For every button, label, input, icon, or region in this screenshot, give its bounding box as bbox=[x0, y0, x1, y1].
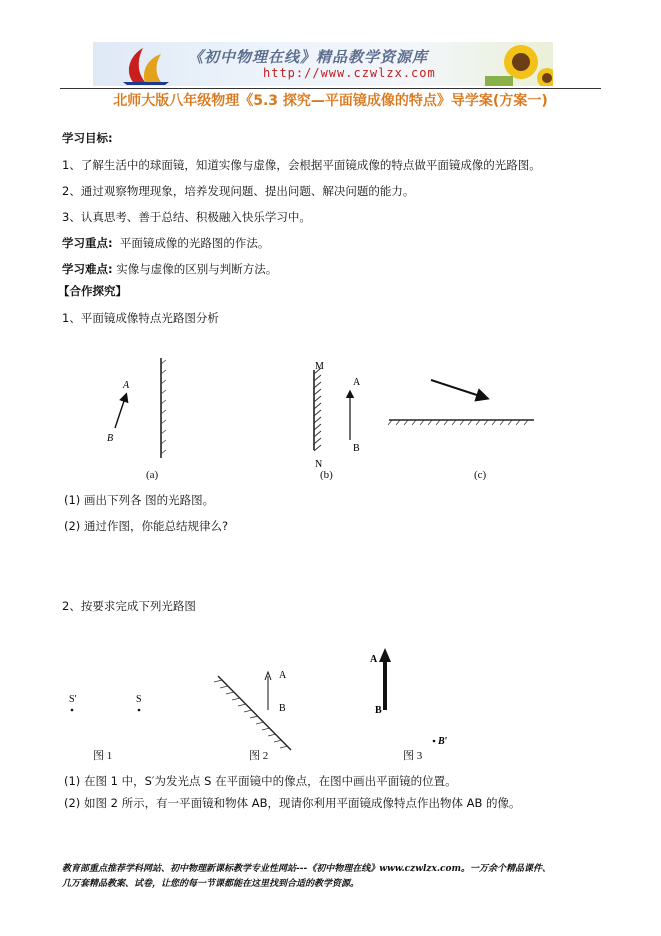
label-b-fig-2: B bbox=[279, 703, 286, 714]
difficulty-text: 实像与虚像的区别与判断方法。 bbox=[116, 262, 278, 276]
label-a-fig-2: A bbox=[279, 670, 287, 681]
header-banner bbox=[93, 42, 553, 86]
object-arrow-a bbox=[115, 395, 126, 428]
point-s bbox=[138, 709, 141, 712]
label-m: M bbox=[315, 361, 324, 372]
header-divider bbox=[60, 88, 601, 89]
caption-fig-1: 图 1 bbox=[93, 750, 113, 762]
point-s-prime bbox=[71, 709, 74, 712]
objective-item-2: 2、通过观察物理现象，培养发现问题、提出问题、解决问题的能力。 bbox=[62, 184, 415, 198]
caption-fig-3: 图 3 bbox=[403, 750, 423, 762]
objectives-heading: 学习目标: bbox=[62, 131, 113, 145]
figure-a bbox=[107, 358, 166, 458]
object-arrow-fig-3 bbox=[383, 660, 387, 710]
section1-question-2: (2) 通过作图，你能总结规律么? bbox=[64, 519, 229, 533]
footer-line-1: 教育部重点推荐学科网站、初中物理新课标教学专业性网站---《初中物理在线》www.czwlzx.com。一万余个精品课件、 bbox=[62, 864, 552, 874]
label-a-fig-3: A bbox=[370, 654, 378, 665]
key-point bbox=[62, 235, 269, 251]
objective-item-1: 1、了解生活中的球面镜，知道实像与虚像，会根据平面镜成像的特点做平面镜成像的光路图。 bbox=[62, 158, 541, 172]
document-title: 北师大版八年级物理《5.3 探究—平面镜成像的特点》导学案(方案一) bbox=[113, 93, 548, 109]
label-n: N bbox=[315, 459, 323, 470]
banner-url[interactable]: http://www.czwlzx.com bbox=[263, 66, 436, 80]
section2-title: 2、按要求完成下列光路图 bbox=[62, 599, 196, 613]
incident-ray-c bbox=[431, 380, 486, 398]
point-b-prime bbox=[433, 740, 436, 743]
label-a-fig-b: A bbox=[353, 377, 361, 388]
section1-diagrams bbox=[0, 340, 661, 490]
caption-fig-b: (b) bbox=[320, 469, 333, 481]
difficulty bbox=[62, 261, 277, 277]
footer bbox=[62, 862, 602, 892]
cooperate-heading: 【合作探究】 bbox=[58, 284, 127, 298]
difficulty-label: 学习难点: bbox=[62, 262, 113, 276]
section1-title: 1、平面镜成像特点光路图分析 bbox=[62, 311, 219, 325]
sunflower-icon bbox=[485, 42, 553, 86]
footer-line-2: 几万套精品教案、试卷，让您的每一节课都能在这里找到合适的教学资源。 bbox=[62, 879, 360, 889]
key-point-text: 平面镜成像的光路图的作法。 bbox=[119, 236, 270, 250]
figure-1 bbox=[69, 694, 142, 711]
section1-question-1: (1) 画出下列各 图的光路图。 bbox=[64, 493, 215, 507]
banner-title: 《初中物理在线》精品教学资源库 bbox=[188, 48, 429, 66]
figure-b bbox=[314, 361, 361, 470]
section2-question-2: (2) 如图 2 所示，有一平面镜和物体 AB，现请你利用平面镜成像特点作出物体 AB 的像。 bbox=[64, 796, 521, 810]
figure-c bbox=[388, 380, 534, 425]
figure-2 bbox=[214, 670, 291, 750]
figure-3 bbox=[370, 648, 448, 747]
label-s-prime: S′ bbox=[69, 694, 77, 705]
label-b-fig-3: B bbox=[375, 705, 382, 716]
label-s: S bbox=[136, 694, 142, 705]
label-a-fig-a: A bbox=[123, 380, 130, 391]
site-logo-icon bbox=[115, 42, 175, 86]
section2-question-1: (1) 在图 1 中，S′为发光点 S 在平面镜中的像点，在图中画出平面镜的位置。 bbox=[64, 774, 457, 788]
key-point-label: 学习重点: bbox=[62, 236, 113, 250]
objective-item-3: 3、认真思考、善于总结、积极融入快乐学习中。 bbox=[62, 210, 311, 224]
label-b-fig-b: B bbox=[353, 443, 360, 454]
caption-fig-2: 图 2 bbox=[249, 750, 269, 762]
label-b-prime: B′ bbox=[438, 736, 448, 747]
caption-fig-a: (a) bbox=[146, 469, 159, 481]
caption-fig-c: (c) bbox=[474, 469, 487, 481]
label-b-fig-a: B bbox=[107, 433, 114, 444]
